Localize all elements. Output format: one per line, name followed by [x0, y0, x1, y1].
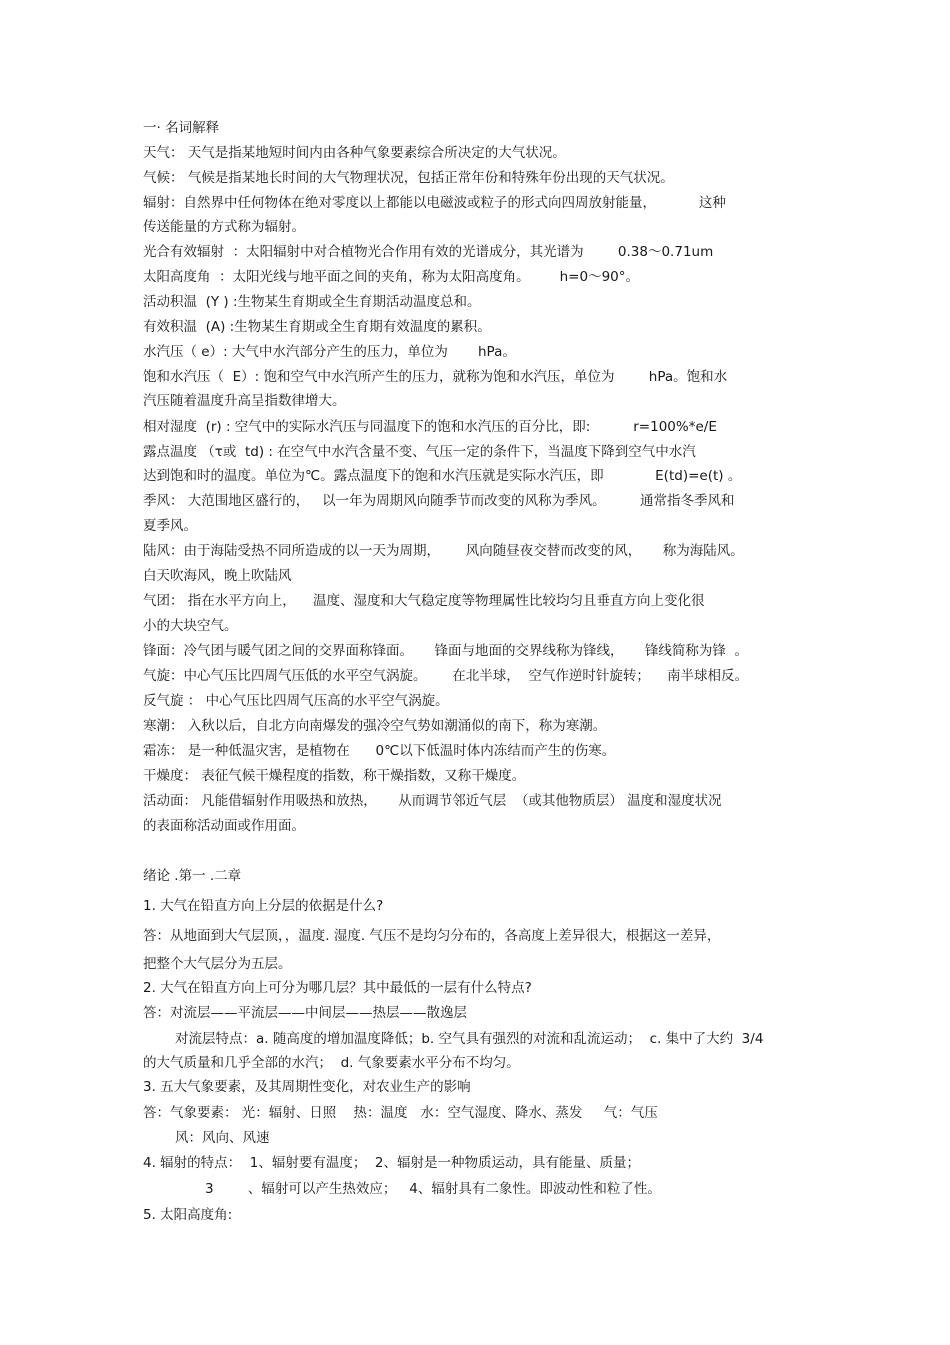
definition-line: 汽压随着温度升高呈指数律增大。 — [143, 393, 346, 409]
definition-line: 寒潮： 入秋以后，自北方向南爆发的强冷空气势如潮涌似的南下，称为寒潮。 — [143, 718, 607, 734]
definition-line: 白天吹海风，晚上吹陆风 — [143, 568, 292, 584]
definition-line: 气旋：中心气压比四周气压低的水平空气涡旋。 在北半球， 空气作逆时针旋转； 南半球相反。 — [143, 668, 748, 684]
definition-line: 饱和水汽压（ E）: 饱和空气中水汽所产生的压力，就称为饱和水汽压，单位为 hPa。饱和水 — [143, 369, 728, 385]
definition-line: 传送能量的方式称为辐射。 — [143, 219, 305, 235]
definition-line: 活动面： 凡能借辐射作用吸热和放热， 从而调节邻近气层 （或其他物质层） 温度和湿度状况 — [143, 793, 722, 809]
definition-line: 夏季风。 — [143, 518, 197, 534]
definition-line: 陆风：由于海陆受热不同所造成的以一天为周期， 风向随昼夜交替而改变的风， 称为海陆风。 — [143, 543, 744, 559]
definition-line: 太阳高度角 ：太阳光线与地平面之间的夹角，称为太阳高度角。 h=0～90°。 — [143, 269, 640, 285]
qa-line: 5. 太阳高度角: — [143, 1207, 233, 1223]
definition-line: 气候： 气候是指某地长时间的大气物理状况，包括正常年份和特殊年份出现的天气状况。 — [143, 170, 674, 186]
definition-line: 锋面：冷气团与暖气团之间的交界面称锋面。 锋面与地面的交界线称为锋线， 锋线简称为锋 。 — [143, 643, 748, 659]
definition-line: 辐射：自然界中任何物体在绝对零度以上都能以电磁波或粒子的形式向四周放射能量， 这种 — [143, 195, 726, 211]
qa-line: 答：从地面到大气层顶，，温度. 湿度. 气压不是均匀分布的，各高度上差异很大，根据这一差异， — [143, 928, 721, 944]
definition-line: 气团： 指在水平方向上， 温度、湿度和大气稳定度等物理属性比较均匀且垂直方向上变化很 — [143, 593, 705, 609]
definition-line: 的表面称活动面或作用面。 — [143, 818, 305, 834]
definition-line: 干燥度： 表征气候干燥程度的指数，称干燥指数，又称干燥度。 — [143, 768, 526, 784]
definition-line: 露点温度 （τ或 td) : 在空气中水汽含量不变、气压一定的条件下，当温度下降到空气中水汽 — [143, 444, 696, 460]
definition-line: 水汽压（ e）: 大气中水汽部分产生的压力，单位为 hPa。 — [143, 344, 516, 360]
qa-line: 2. 大气在铅直方向上可分为哪几层？其中最低的一层有什么特点? — [143, 980, 532, 996]
definition-line: 小的大块空气。 — [143, 618, 238, 634]
qa-line: 对流层特点：a. 随高度的增加温度降低；b. 空气具有强烈的对流和乱流运动； c. 集中了大约 3/4 — [175, 1031, 764, 1047]
definition-line: 反气旋 ： 中心气压比四周气压高的水平空气涡旋。 — [143, 693, 449, 709]
qa-line: 风：风向、风速 — [175, 1130, 270, 1146]
definition-line: 相对湿度 (r) : 空气中的实际水汽压与同温度下的饱和水汽压的百分比，即: r=100%*e/E — [143, 419, 717, 435]
qa-line: 4. 辐射的特点： 1、辐射要有温度； 2、辐射是一种物质运动，具有能量、质量； — [143, 1155, 641, 1171]
definition-line: 活动积温 (Y ) :生物某生育期或全生育期活动温度总和。 — [143, 294, 481, 310]
definition-line: 天气： 天气是指某地短时间内由各种气象要素综合所决定的大气状况。 — [143, 145, 566, 161]
qa-line: 3 、辐射可以产生热效应； 4、辐射具有二象性。即波动性和粒了性。 — [205, 1181, 661, 1197]
section-title: 一· 名词解释 — [143, 120, 220, 136]
qa-line: 1. 大气在铅直方向上分层的依据是什么? — [143, 898, 384, 914]
definition-line: 有效积温 (A) :生物某生育期或全生育期有效温度的累积。 — [143, 319, 491, 335]
definition-line: 霜冻： 是一种低温灾害，是植物在 0℃以下低温时体内冻结而产生的伤寒。 — [143, 743, 616, 759]
qa-line: 答：对流层——平流层——中间层——热层——散逸层 — [143, 1005, 467, 1021]
section-title: 绪论 .第一 .二章 — [143, 868, 242, 884]
definition-line: 达到饱和时的温度。单位为℃。露点温度下的饱和水汽压就是实际水汽压，即 E(td)=e(t) 。 — [143, 468, 742, 484]
qa-line: 的大气质量和几乎全部的水汽； d. 气象要素水平分布不均匀。 — [143, 1055, 520, 1071]
qa-line: 答：气象要素： 光：辐射、日照 热：温度 水：空气湿度、降水、蒸发 气：气压 — [143, 1105, 658, 1121]
qa-line: 3. 五大气象要素，及其周期性变化，对农业生产的影响 — [143, 1079, 471, 1095]
qa-line: 把整个大气层分为五层。 — [143, 956, 292, 972]
definition-line: 光合有效辐射 ：太阳辐射中对合植物光合作用有效的光谱成分，其光谱为 0.38～0.71um — [143, 244, 714, 260]
definition-line: 季风： 大范围地区盛行的， 以一年为周期风向随季节而改变的风称为季风。 通常指冬季风和 — [143, 493, 735, 509]
